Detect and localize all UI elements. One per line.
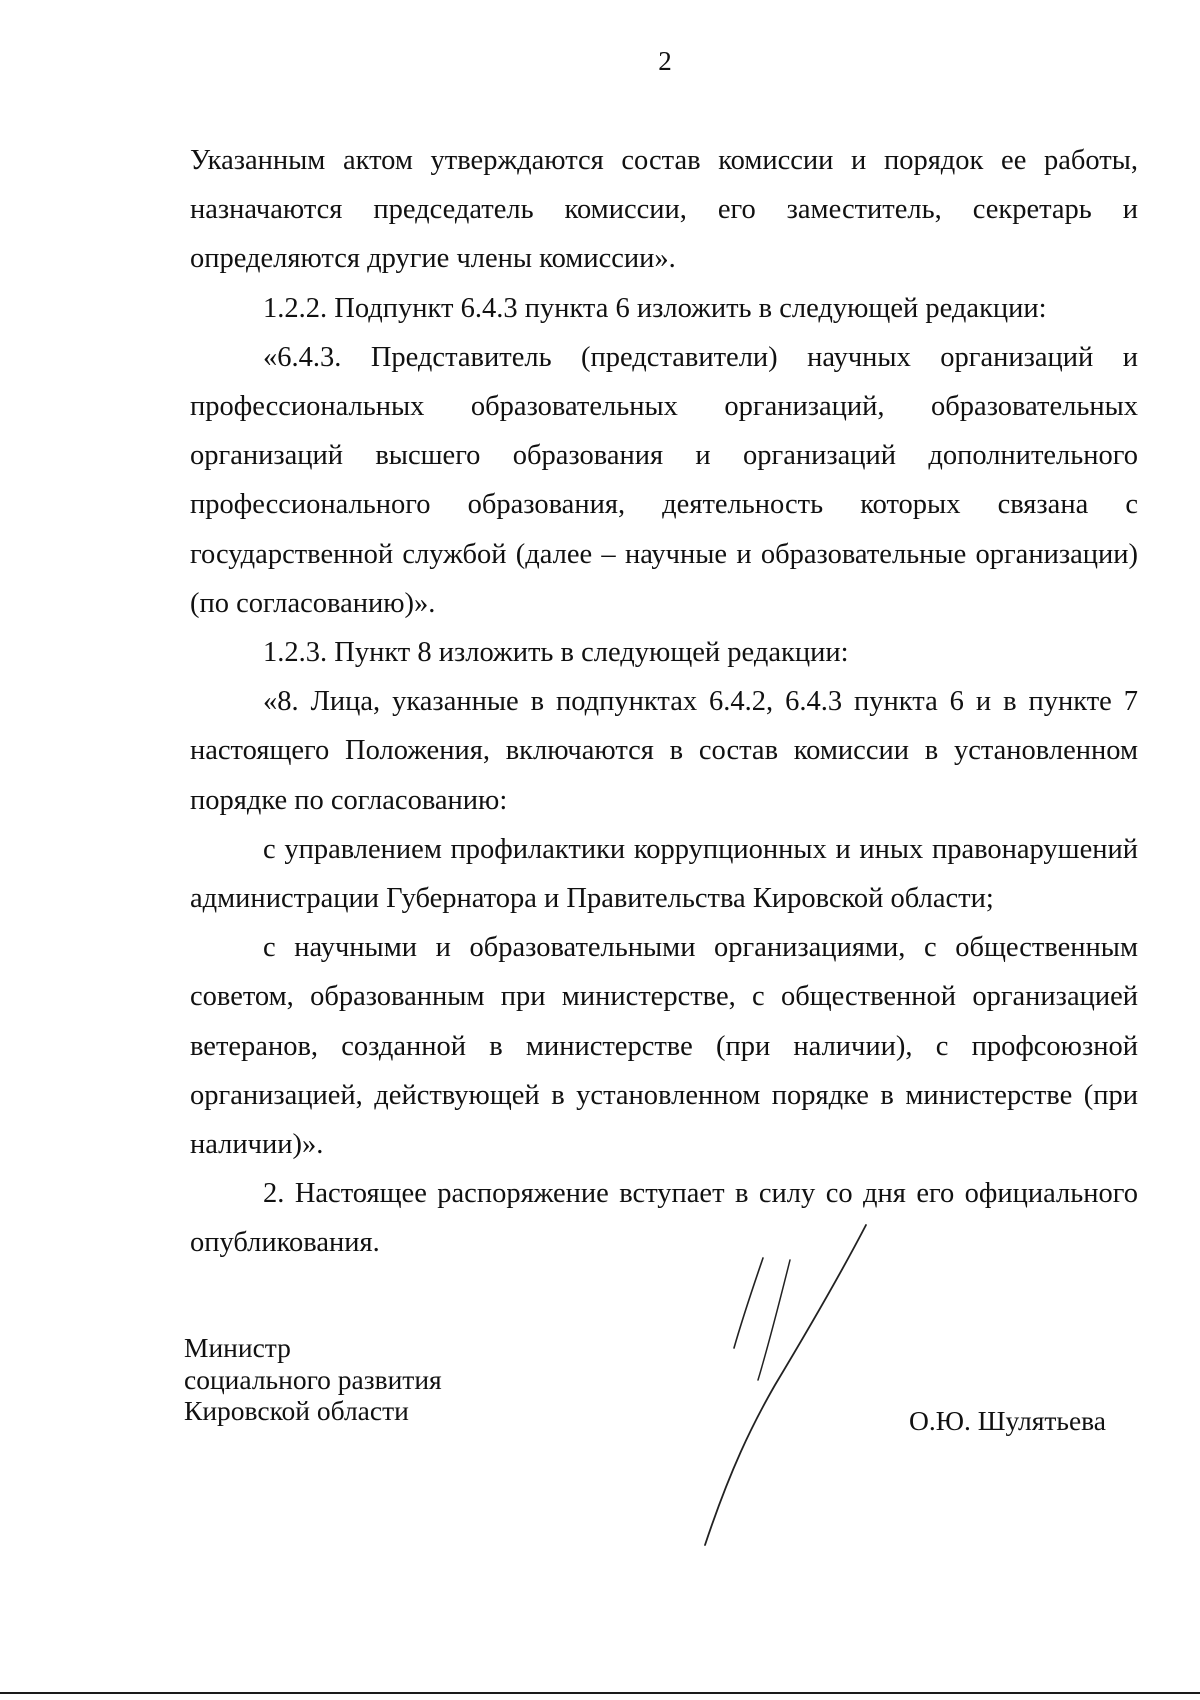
page-bottom-edge [0,1692,1200,1694]
paragraph-commission-act: Указанным актом утверждаются состав комиссии и порядок ее работы, назначаются председатель комиссии, его заместитель, секретарь и определяются другие члены комиссии». [190,145,1138,275]
page-number: 2 [658,46,672,76]
signatory-position [184,1332,442,1427]
paragraph-1-2-3: 1.2.3. Пункт 8 изложить в следующей редакции: [263,637,849,669]
signatory-position-line: Министр [184,1332,291,1363]
paragraph-organizations: с научными и образовательными организациями, с общественным советом, образованным при министерстве, с общественной организацией ветеранов, созданной в министерстве (при наличии), с профсоюзной организацией, действующей в установленном порядке в министерстве (при наличии)». [190,932,1138,1161]
document-body [190,136,1138,1268]
signatory-name: О.Ю. Шулятьева [909,1405,1106,1436]
paragraph-entry-into-force: 2. Настоящее распоряжение вступает в силу со дня его официального опубликования. [190,1178,1138,1259]
paragraph-6-4-3: «6.4.3. Представитель (представители) научных организаций и профессиональных образовательных организаций, образовательных организаций высшего образования и организаций дополнительного профессионального образования, деятельность которых связана с государственной службой (далее – научные и образовательные организации) (по согласованию)». [190,341,1138,619]
paragraph-1-2-2: 1.2.2. Подпункт 6.4.3 пункта 6 изложить в следующей редакции: [263,292,1047,324]
signatory-position-line: Кировской области [184,1395,409,1426]
paragraph-anticorruption-department: с управлением профилактики коррупционных и иных правонарушений администрации Губернатора и Правительства Кировской области; [190,833,1138,915]
signatory-position-line: социального развития [184,1363,442,1395]
handwritten-signature [690,1220,890,1550]
paragraph-point-8: «8. Лица, указанные в подпунктах 6.4.2, 6.4.3 пункта 6 и в пункте 7 настоящего Положения, включаются в состав комиссии в установленном порядке по согласованию: [190,686,1138,816]
